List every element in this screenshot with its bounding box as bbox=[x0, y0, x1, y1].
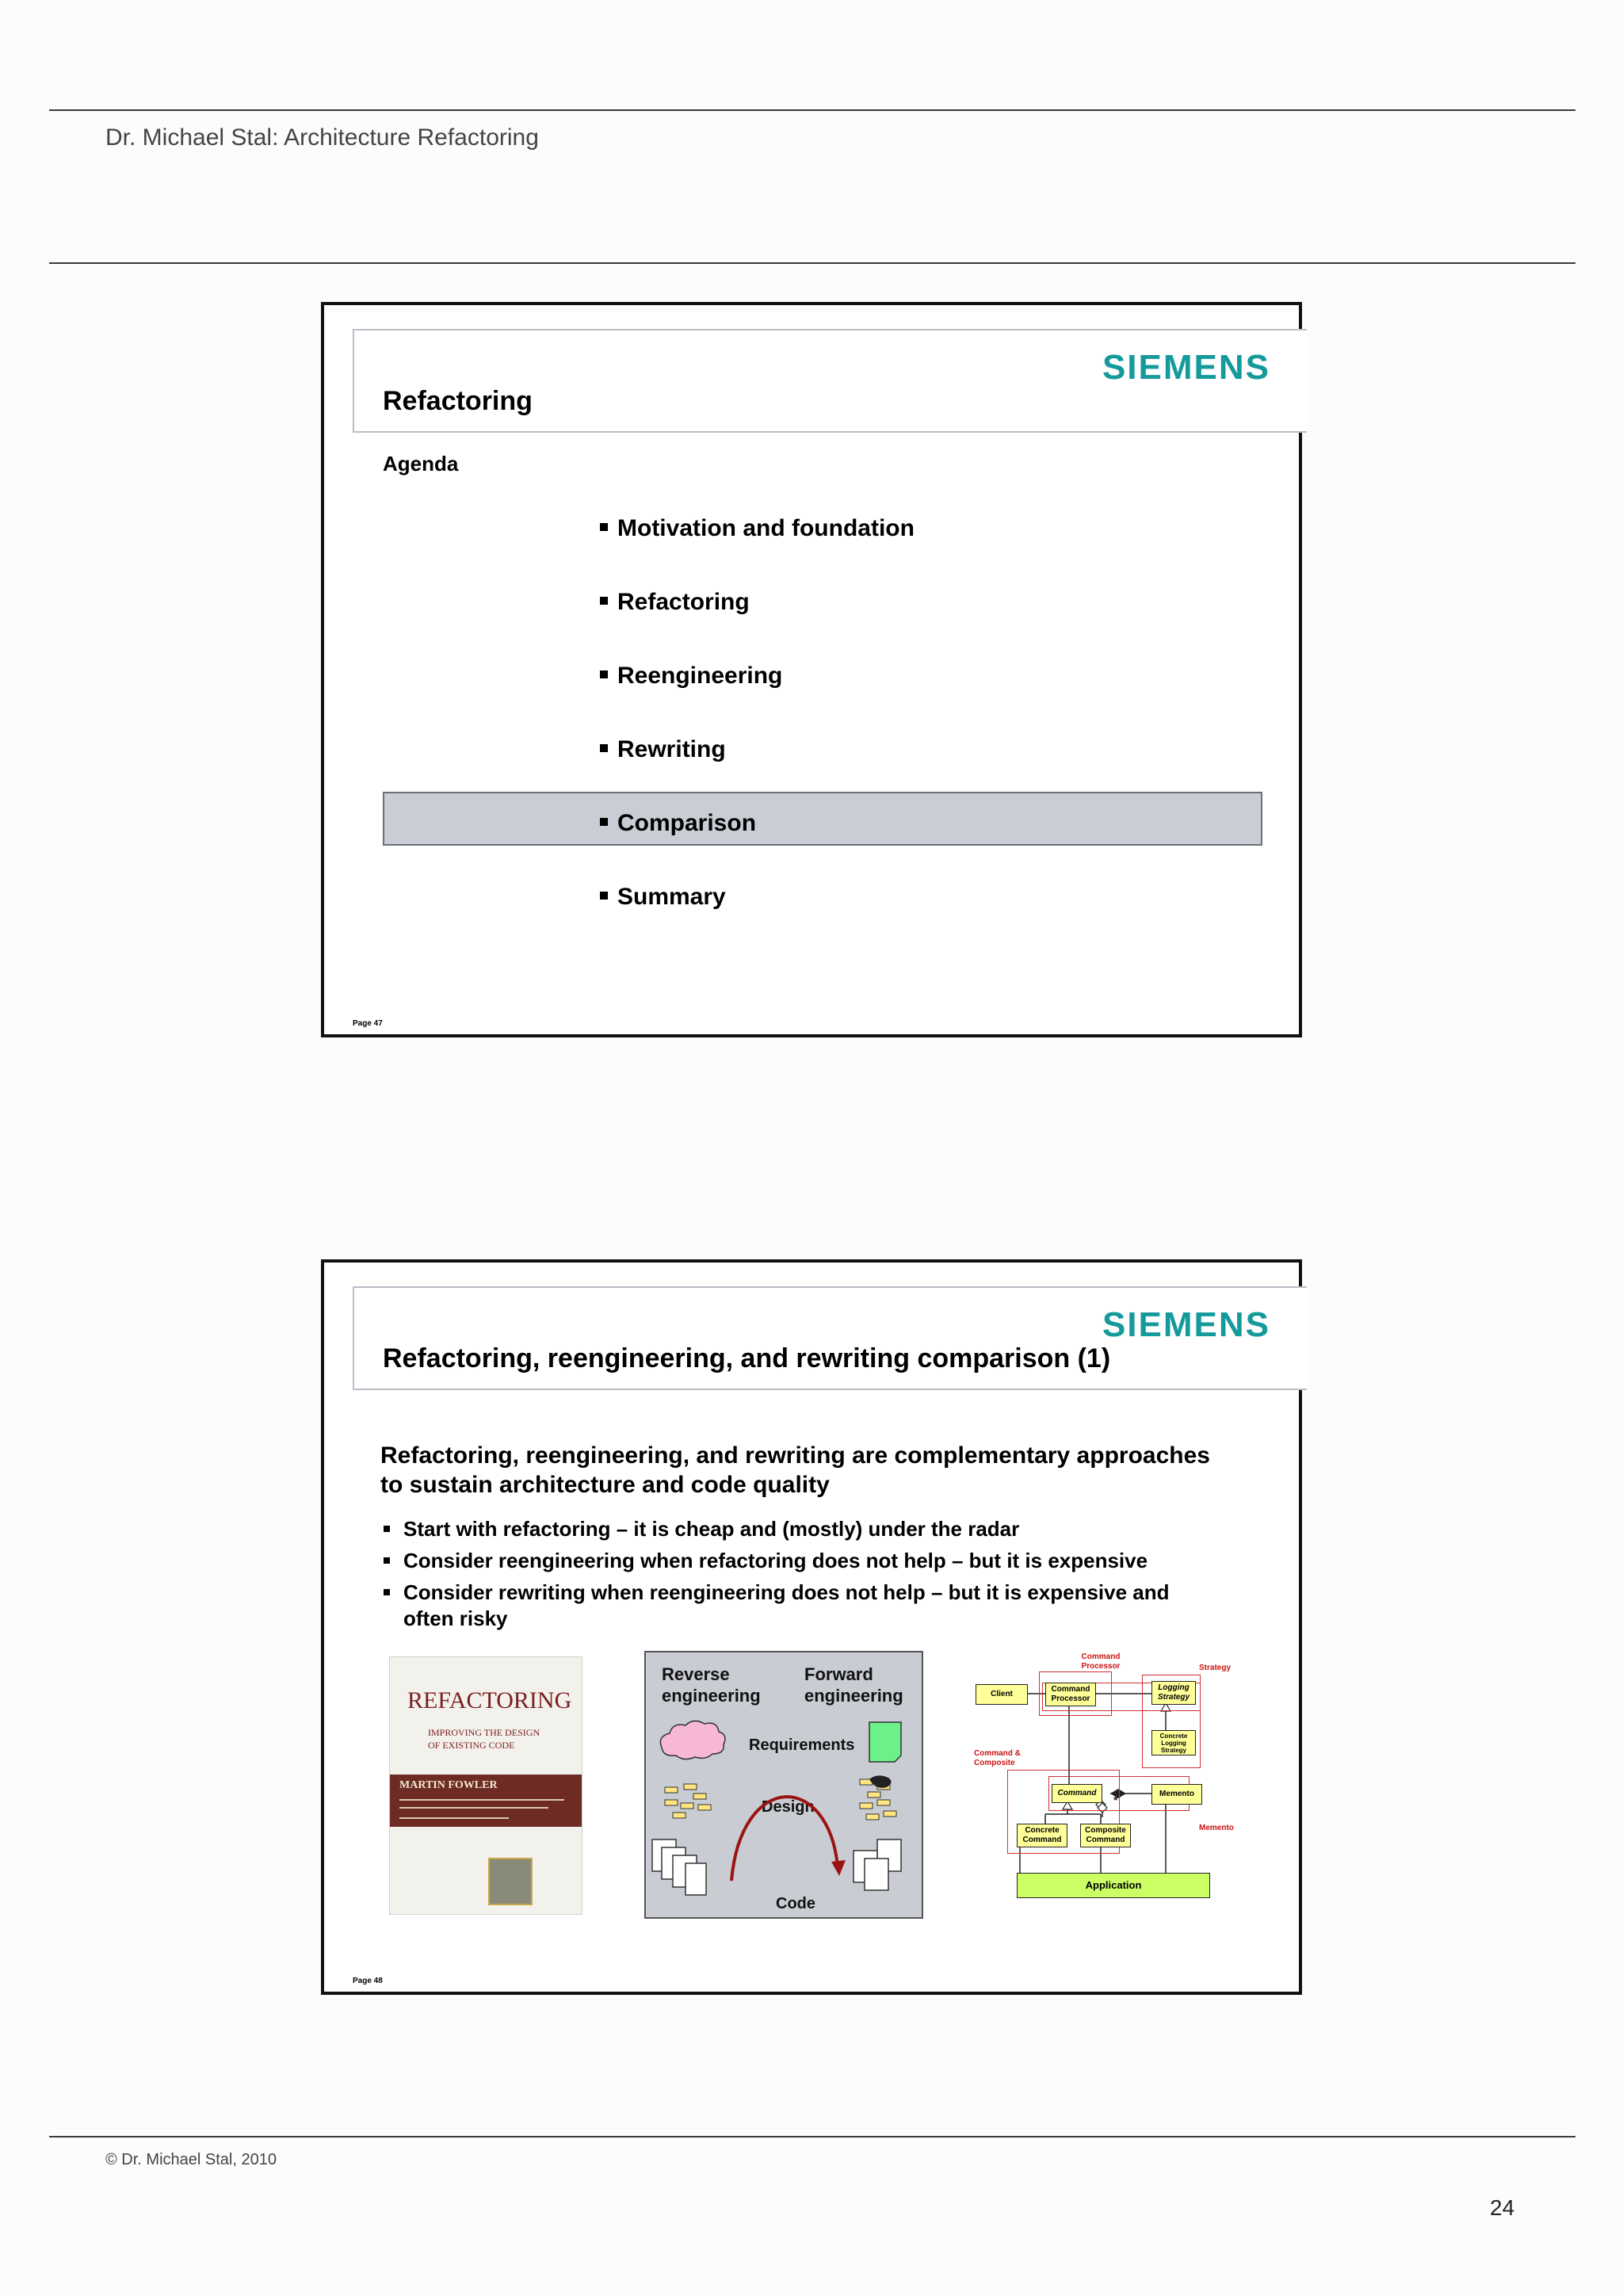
header-bottom-rule bbox=[49, 262, 1575, 264]
agenda-item-current: Comparison bbox=[600, 810, 756, 837]
book-title: REFACTORING bbox=[407, 1687, 572, 1713]
book-subtitle: OF EXISTING CODE bbox=[428, 1740, 515, 1751]
label-command-composite: Command & Composite bbox=[974, 1749, 1021, 1767]
multiplicity-label: * bbox=[1113, 1794, 1118, 1806]
cloud-icon bbox=[660, 1721, 725, 1759]
label-strategy: Strategy bbox=[1199, 1664, 1232, 1672]
slide-title: Refactoring bbox=[383, 386, 533, 416]
refactoring-book-cover bbox=[389, 1656, 582, 1915]
design-label: Design bbox=[762, 1798, 815, 1816]
uml-composite-command: Composite Command bbox=[1080, 1824, 1131, 1847]
book-subtitle: IMPROVING THE DESIGN bbox=[428, 1727, 540, 1738]
bullet-icon bbox=[600, 670, 608, 678]
slide-title: Refactoring, reengineering, and rewriting comparison (1) bbox=[383, 1343, 1111, 1373]
agenda-item: Rewriting bbox=[600, 736, 726, 763]
header-top-rule bbox=[49, 109, 1575, 111]
book-emblem bbox=[488, 1858, 533, 1905]
scribble-icon bbox=[869, 1775, 892, 1787]
agenda-highlight bbox=[383, 792, 1262, 846]
uml-memento: Memento bbox=[1151, 1784, 1202, 1805]
reengineering-graphics bbox=[646, 1652, 925, 1920]
footer-copyright: © Dr. Michael Stal, 2010 bbox=[105, 2151, 277, 2168]
agenda-item: Refactoring bbox=[600, 589, 750, 616]
uml-application: Application bbox=[1017, 1873, 1210, 1898]
bullet-icon bbox=[600, 892, 608, 900]
bullet-item: Consider rewriting when reengineering does not help – but it is expensive and often risky bbox=[384, 1580, 1224, 1632]
label-command-processor: Command Processor bbox=[1081, 1652, 1121, 1671]
document-header-title: Dr. Michael Stal: Architecture Refactoring bbox=[105, 124, 539, 151]
uml-concrete-logging-strategy: Concrete Logging Strategy bbox=[1151, 1730, 1196, 1755]
arrowhead-icon bbox=[831, 1860, 846, 1876]
code-files-icon bbox=[652, 1839, 706, 1895]
bullet-icon bbox=[600, 523, 608, 531]
book-decoration bbox=[390, 1657, 582, 1915]
footer-rule bbox=[49, 2136, 1575, 2137]
uml-concrete-command: Concrete Command bbox=[1017, 1824, 1067, 1847]
siemens-logo: SIEMENS bbox=[1102, 1305, 1270, 1344]
label-memento: Memento bbox=[1199, 1824, 1234, 1832]
design-model-icon bbox=[665, 1784, 711, 1818]
slide-page-label: Page 47 bbox=[353, 1019, 383, 1028]
requirements-doc-icon bbox=[869, 1722, 901, 1762]
siemens-logo: SIEMENS bbox=[1102, 348, 1270, 387]
bullet-icon bbox=[384, 1557, 390, 1564]
bullet-item: Consider reengineering when refactoring does not help – but it is expensive bbox=[384, 1548, 1255, 1574]
slide-title-bar bbox=[353, 329, 1307, 433]
uml-command: Command bbox=[1052, 1784, 1102, 1803]
bullet-icon bbox=[600, 597, 608, 605]
uml-client: Client bbox=[976, 1684, 1028, 1705]
uml-logging-strategy: Logging Strategy bbox=[1151, 1681, 1196, 1705]
reverse-engineering-label: Reverse engineering bbox=[662, 1664, 761, 1706]
slide-47 bbox=[321, 302, 1302, 1037]
slide-48 bbox=[321, 1259, 1302, 1995]
agenda-item: Reengineering bbox=[600, 663, 782, 690]
slide-title-bar bbox=[353, 1286, 1307, 1390]
code-label: Code bbox=[776, 1895, 815, 1912]
bullet-icon bbox=[600, 744, 608, 752]
agenda-item: Motivation and foundation bbox=[600, 515, 915, 542]
slide-page-label: Page 48 bbox=[353, 1977, 383, 1985]
slide-subheading: Refactoring, reengineering, and rewriting are complementary approaches to sustain architecture and code quality bbox=[380, 1442, 1210, 1498]
pattern-uml-diagram bbox=[974, 1651, 1259, 1920]
reengineering-diagram bbox=[644, 1651, 923, 1919]
bullet-icon bbox=[600, 818, 608, 826]
forward-engineering-label: Forward engineering bbox=[804, 1664, 903, 1706]
uml-command-processor: Command Processor bbox=[1045, 1683, 1096, 1706]
transformation-arrow bbox=[731, 1797, 838, 1881]
requirements-label: Requirements bbox=[749, 1736, 855, 1754]
bullet-item: Start with refactoring – it is cheap and (mostly) under the radar bbox=[384, 1516, 1255, 1542]
book-author: MARTIN FOWLER bbox=[399, 1779, 498, 1791]
agenda-item: Summary bbox=[600, 884, 726, 911]
bullet-icon bbox=[384, 1526, 390, 1532]
page-number: 24 bbox=[1490, 2195, 1515, 2220]
agenda-label: Agenda bbox=[383, 452, 459, 476]
code-files-icon bbox=[854, 1839, 901, 1890]
bullet-icon bbox=[384, 1589, 390, 1595]
